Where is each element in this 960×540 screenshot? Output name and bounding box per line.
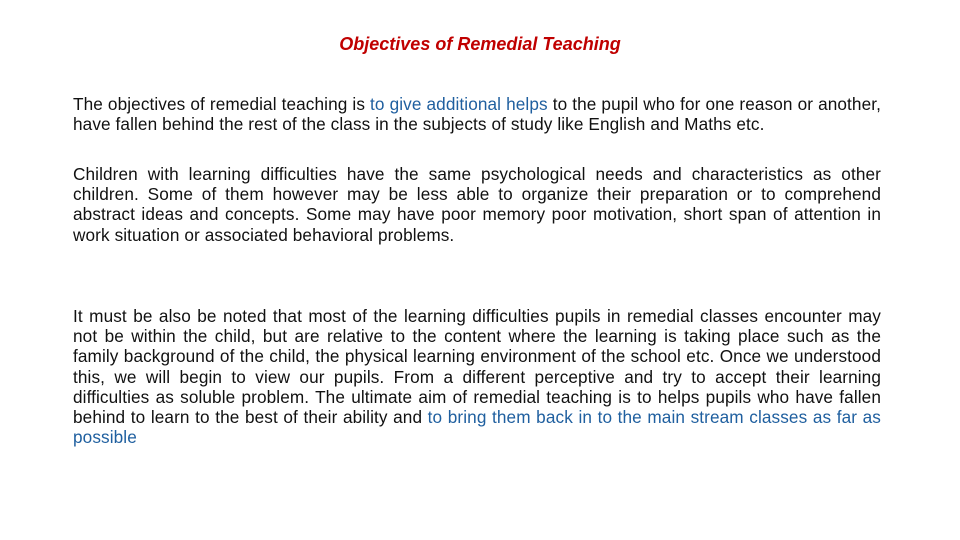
- paragraph-3-text: It must be also be noted that most of the learning difficulties pupils in remedial classes encounter may not be within the child, but are relative to the content where the learning is taking place such as the family background of the child, the physical learning environment of the school etc. Once we understood this, we will begin to view our pupils. From a different perceptive and try to accept their learning difficulties as soluble problem. The ultimate aim of remedial teaching is to helps pupils who have fallen behind to learn to the best of their ability and: [73, 306, 881, 428]
- paragraph-1-highlight: to give additional helps: [370, 94, 548, 114]
- paragraph-1-text-end: to the pupil who for one reason or another, have fallen behind the rest of the class in the subjects of study like English and Maths etc.: [73, 94, 881, 135]
- slide-title: Objectives of Remedial Teaching: [339, 34, 621, 54]
- paragraph-children-needs: [73, 164, 881, 245]
- paragraph-objectives: [73, 94, 881, 134]
- paragraph-3-highlight: to bring them back in to the main stream classes as far as possible: [73, 407, 881, 448]
- paragraph-1-text: The objectives of remedial teaching is: [73, 94, 371, 114]
- paragraph-2-text: Children with learning difficulties have the same psychological needs and characteristics as other children. Some of them however may be less able to organize their preparation or to comprehend abstract ideas and concepts. Some may have poor memory poor motivation, short span of attention in work situation or associated behavioral problems.: [73, 164, 881, 245]
- paragraph-learning-difficulties: [73, 306, 881, 447]
